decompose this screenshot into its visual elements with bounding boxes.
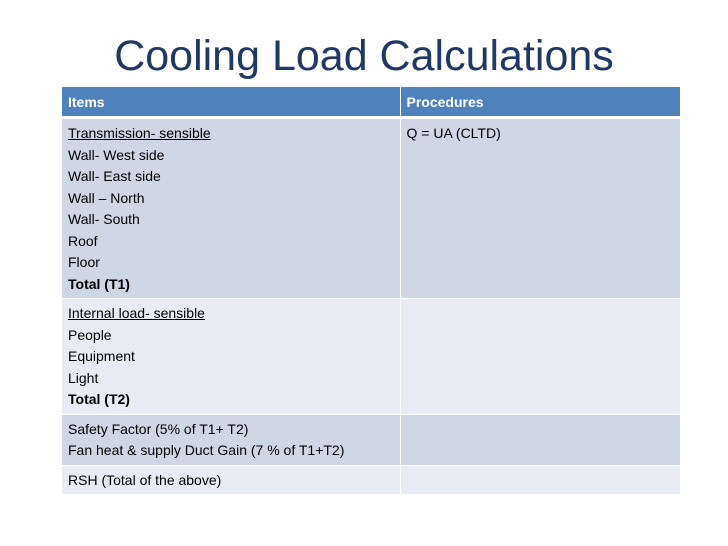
cell-safety-procedure xyxy=(400,414,680,465)
internal-line: Equipment xyxy=(68,348,135,364)
cell-internal-procedure xyxy=(400,299,680,415)
table-row-internal xyxy=(62,299,680,415)
internal-line: People xyxy=(68,326,112,343)
table-row-safety xyxy=(62,414,680,465)
cell-internal-items xyxy=(62,299,400,415)
transmission-line: Wall – North xyxy=(68,189,145,206)
internal-line: Light xyxy=(68,369,99,386)
cell-safety-items xyxy=(62,414,400,465)
safety-line: Fan heat & supply Duct Gain (7 % of T1+T2) xyxy=(68,442,345,458)
cell-transmission-procedure: Q = UA (CLTD) xyxy=(400,118,680,299)
table-header-row xyxy=(62,87,680,118)
cell-rsh-items xyxy=(62,465,400,495)
transmission-line: Roof xyxy=(68,232,98,249)
transmission-heading: Transmission- sensible xyxy=(68,125,211,141)
cell-rsh-procedure xyxy=(400,465,680,495)
header-items: Items xyxy=(62,87,400,118)
slide-title: Cooling Load Calculations xyxy=(114,32,614,80)
header-procedures: Procedures xyxy=(400,87,680,118)
table-row-rsh xyxy=(62,465,680,495)
internal-heading: Internal load- sensible xyxy=(68,305,205,321)
safety-line: Safety Factor (5% of T1+ T2) xyxy=(68,420,249,437)
cell-transmission-items xyxy=(62,118,400,299)
cooling-load-table xyxy=(62,87,680,495)
transmission-line: Wall- East side xyxy=(68,168,161,184)
transmission-line: Wall- West side xyxy=(68,146,165,163)
internal-total: Total (T2) xyxy=(68,391,130,407)
transmission-line: Wall- South xyxy=(68,211,140,227)
transmission-total: Total (T1) xyxy=(68,275,130,292)
transmission-line: Floor xyxy=(68,254,100,270)
rsh-line: RSH (Total of the above) xyxy=(68,471,222,488)
table-row-transmission xyxy=(62,118,680,299)
